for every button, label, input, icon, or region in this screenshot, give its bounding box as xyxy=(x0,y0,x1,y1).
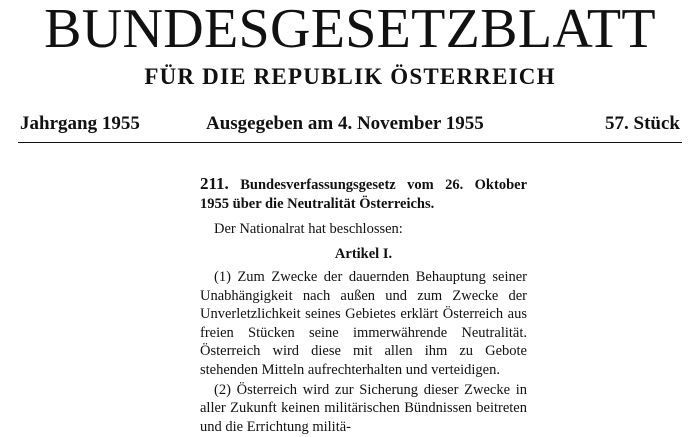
issue-date: Ausgegeben am 4. November 1955 xyxy=(206,113,484,134)
law-article xyxy=(200,174,527,436)
paragraph-1: (1) Zum Zwecke der dauernden Behauptung seiner Unabhängigkeit nach außen und zum Zwecke der Unverletzlichkeit seines Gebietes erklärt Österreich aus freien Stücken seine immerwährende Neutralität. Österreich wird diese mit allen ihm zu Gebote stehenden Mitteln aufrechterhalten und verteidigen. xyxy=(200,269,527,378)
header-rule xyxy=(18,142,682,143)
preamble: Der Nationalrat hat beschlossen: xyxy=(214,221,403,237)
law-title: Bundesverfassungsgesetz vom 26. Oktober 1955 über die Neutralität Österreichs. xyxy=(200,177,528,212)
issue-line xyxy=(20,112,680,136)
issue-year: Jahrgang 1955 xyxy=(20,113,140,134)
law-heading xyxy=(200,174,527,214)
article-label: Artikel I. xyxy=(334,246,393,262)
masthead-title: BUNDESGESETZBLATT xyxy=(44,0,656,60)
issue-piece: 57. Stück xyxy=(605,113,680,134)
law-number: 211. xyxy=(200,174,229,193)
paragraph-2: (2) Österreich wird zur Sicherung dieser Zwecke in aller Zukunft keinen militärischen Bündnissen beitreten und die Errichtung militä- xyxy=(200,381,527,435)
masthead-subtitle: FÜR DIE REPUBLIK ÖSTERREICH xyxy=(144,64,556,89)
